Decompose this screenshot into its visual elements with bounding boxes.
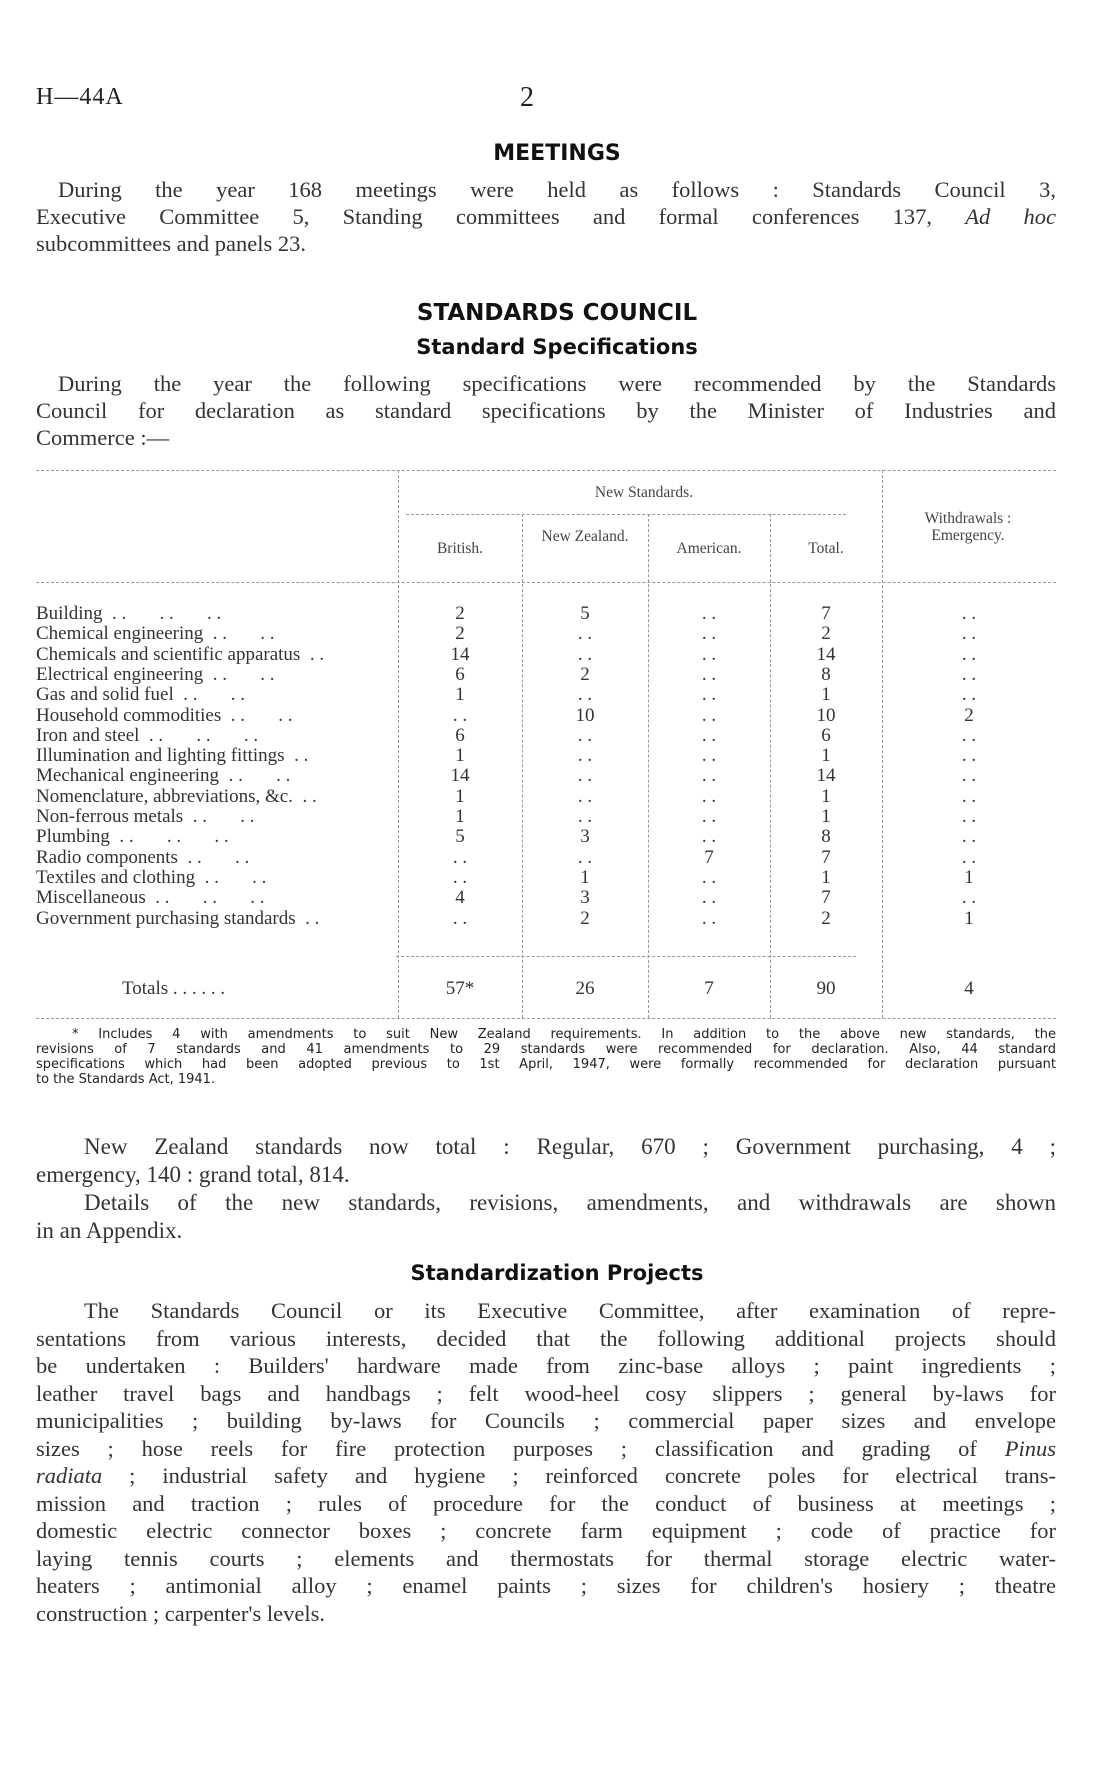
cell-american: . . — [701, 806, 717, 827]
totals-label: Totals . . . . . . — [122, 978, 226, 999]
footnote-line: specifications which had been adopted previous to 1st April, 1947, were formally recommended for declaration pursuant — [36, 1057, 1056, 1072]
cell-total: 1 — [821, 684, 831, 706]
cell-total: 1 — [821, 866, 831, 888]
cell-total: 1 — [821, 806, 831, 827]
meetings-paragraph — [36, 176, 1056, 257]
standards-table — [36, 470, 1056, 1030]
cell-new-zealand: . . — [577, 724, 593, 746]
footnote-line: revisions of 7 standards and 41 amendments to 29 standards were recommended for declaration. Also, 44 standard — [36, 1042, 1056, 1057]
nz-standards-total-paragraph — [36, 1133, 1056, 1189]
row-label: Government purchasing standards . . — [36, 907, 320, 929]
cell-total: 6 — [821, 724, 831, 746]
col-header-withdrawals: Withdrawals : Emergency. — [924, 510, 1012, 544]
cell-withdrawals: . . — [961, 765, 977, 787]
italic-latin-phrase: Ad hoc — [965, 204, 1057, 229]
cell-american: . . — [701, 623, 717, 645]
cell-total: 1 — [821, 785, 831, 807]
cell-new-zealand: 2 — [580, 907, 590, 929]
cell-american: . . — [701, 887, 717, 909]
nz-totals-line: New Zealand standards now total : Regular, 670 ; Government purchasing, 4 ; — [84, 1134, 1056, 1159]
cell-withdrawals: . . — [961, 887, 977, 909]
row-label: Textiles and clothing . . . . — [36, 866, 267, 888]
col-header-total: Total. — [808, 540, 844, 557]
details-line: Details of the new standards, revisions, amendments, and withdrawals are shown — [84, 1190, 1056, 1215]
page-number: 2 — [520, 82, 534, 113]
cell-withdrawals: 1 — [964, 866, 974, 888]
cell-new-zealand: . . — [577, 765, 593, 787]
cell-withdrawals: . . — [961, 745, 977, 767]
projects-paragraph — [36, 1297, 1056, 1627]
cell-american: . . — [701, 785, 717, 807]
cell-british: 14 — [450, 765, 470, 787]
meetings-line: During the year 168 meetings were held as follows : Standards Council 3, — [58, 177, 1056, 202]
leader-dots: . . . . . . — [114, 826, 229, 848]
cell-new-zealand: . . — [577, 745, 593, 767]
table-bottom-rule — [36, 1018, 1056, 1019]
cell-total: 8 — [821, 826, 831, 848]
cell-withdrawals: . . — [961, 785, 977, 807]
row-label: Radio components . . . . — [36, 846, 250, 868]
leader-dots: . . . . — [187, 806, 255, 827]
cell-british: . . — [452, 866, 468, 888]
table-top-rule — [36, 470, 1056, 471]
cell-british: 4 — [455, 887, 465, 909]
leader-dots: . . — [305, 643, 325, 665]
cell-american: 7 — [704, 846, 714, 868]
row-label: Building . . . . . . — [36, 603, 222, 624]
cell-total: 1 — [821, 745, 831, 767]
footnote-line: * Includes 4 with amendments to suit New Zealand requirements. In addition to the above new standards, the — [72, 1027, 1056, 1042]
row-label: Iron and steel . . . . . . — [36, 724, 259, 746]
specifications-line: Council for declaration as standard specifications by the Minister of Industries and — [36, 398, 1056, 423]
total-total: 90 — [816, 978, 836, 999]
standard-specifications-subheading: Standard Specifications — [416, 335, 698, 359]
meetings-line: Executive Committee 5, Standing committees and formal conferences 137, Ad hoc — [36, 204, 1057, 229]
cell-withdrawals: . . — [961, 663, 977, 685]
cell-withdrawals: . . — [961, 724, 977, 746]
cell-withdrawals: . . — [961, 826, 977, 848]
row-label: Plumbing . . . . . . — [36, 826, 229, 848]
projects-line: laying tennis courts ; elements and thermostats for thermal storage electric water- — [36, 1545, 1056, 1571]
leader-dots: . . . . — [199, 866, 267, 888]
projects-line: leather travel bags and handbags ; felt wood-heel cosy slippers ; general by-laws for — [36, 1380, 1056, 1406]
cell-british: 2 — [455, 603, 465, 624]
total-british: 57* — [445, 978, 475, 999]
standardization-projects-heading: Standardization Projects — [410, 1261, 704, 1285]
document-reference: H—44A — [36, 84, 124, 110]
cell-british: 1 — [455, 684, 465, 706]
column-rule — [522, 514, 523, 1018]
leader-dots: . . . . — [207, 663, 275, 685]
cell-british: 1 — [455, 785, 465, 807]
meetings-line: subcommittees and panels 23. — [36, 231, 306, 256]
cell-american: . . — [701, 765, 717, 787]
column-rule — [770, 514, 771, 1018]
row-label: Chemicals and scientific apparatus . . — [36, 643, 325, 665]
row-label: Illumination and lighting fittings . . — [36, 745, 309, 767]
cell-withdrawals: . . — [961, 684, 977, 706]
header-bottom-rule — [36, 582, 1056, 583]
cell-british: . . — [452, 846, 468, 868]
row-label: Electrical engineering . . . . — [36, 663, 275, 685]
cell-british: 5 — [455, 826, 465, 848]
total-american: 7 — [704, 978, 714, 999]
cell-new-zealand: 10 — [575, 704, 595, 726]
leader-dots: . . . . . . — [150, 887, 265, 909]
row-label: Mechanical engineering . . . . — [36, 765, 291, 787]
leader-dots: . . . . . . — [144, 724, 259, 746]
leader-dots: . . . . — [208, 623, 275, 645]
nz-totals-line: emergency, 140 : grand total, 814. — [36, 1162, 350, 1187]
cell-american: . . — [701, 663, 717, 685]
cell-american: . . — [701, 745, 717, 767]
cell-withdrawals: 2 — [964, 704, 974, 726]
cell-american: . . — [701, 684, 717, 706]
cell-total: 2 — [821, 623, 831, 645]
cell-withdrawals: . . — [961, 806, 977, 827]
column-rule — [882, 470, 883, 1018]
new-standards-header: New Standards. — [594, 484, 694, 501]
leader-dots: . . . . — [182, 846, 250, 868]
cell-new-zealand: . . — [577, 785, 593, 807]
projects-line: The Standards Council or its Executive Committee, after examination of repre- — [84, 1298, 1056, 1323]
row-label: Gas and solid fuel . . . . — [36, 684, 245, 706]
cell-american: . . — [701, 826, 717, 848]
cell-total: 14 — [816, 765, 836, 787]
cell-british: 6 — [455, 724, 465, 746]
cell-british: . . — [452, 907, 468, 929]
specifications-line: Commerce :— — [36, 425, 170, 450]
row-label: Chemical engineering . . . . — [36, 623, 275, 645]
cell-total: 2 — [821, 907, 831, 929]
cell-american: . . — [701, 643, 717, 665]
cell-new-zealand: . . — [577, 806, 593, 827]
cell-new-zealand: 5 — [580, 603, 590, 624]
col-header-new-zealand: New Zealand. — [541, 528, 629, 545]
total-withdrawals: 4 — [964, 978, 974, 999]
cell-british: 2 — [455, 623, 465, 645]
leader-dots: . . . . — [178, 684, 245, 706]
cell-total: 7 — [821, 846, 831, 868]
total-new-zealand: 26 — [575, 978, 595, 999]
cell-withdrawals: . . — [961, 603, 977, 624]
col-header-british: British. — [436, 540, 484, 557]
projects-line: municipalities ; building by-laws for Councils ; commercial paper sizes and envelope — [36, 1408, 1056, 1433]
leader-dots: . . — [289, 745, 309, 767]
cell-american: . . — [701, 603, 717, 624]
cell-new-zealand: 1 — [580, 866, 590, 888]
italic-species-name: radiata — [36, 1463, 103, 1488]
col-header-american: American. — [676, 540, 742, 557]
cell-american: . . — [701, 866, 717, 888]
cell-total: 7 — [821, 887, 831, 909]
projects-line: be undertaken : Builders' hardware made from zinc-base alloys ; paint ingredients ; — [36, 1353, 1056, 1378]
meetings-heading: MEETINGS — [493, 141, 621, 166]
cell-british: 1 — [455, 806, 465, 827]
totals-top-rule — [396, 956, 856, 957]
row-label: Nomenclature, abbreviations, &c. . . — [36, 785, 317, 807]
cell-withdrawals: . . — [961, 643, 977, 665]
leader-dots: . . . . — [225, 704, 293, 726]
cell-british: . . — [452, 704, 468, 726]
leader-dots: . . . . . . — [107, 603, 222, 624]
cell-american: . . — [701, 907, 717, 929]
cell-withdrawals: . . — [961, 846, 977, 868]
projects-line: construction ; carpenter's levels. — [36, 1600, 325, 1626]
group-header-rule — [406, 514, 846, 515]
specifications-paragraph — [36, 370, 1056, 451]
projects-line: sentations from various interests, decided that the following additional projects should — [36, 1325, 1056, 1351]
column-rule — [648, 514, 649, 1018]
table-footnote — [36, 1027, 1056, 1087]
footnote-line: to the Standards Act, 1941. — [36, 1072, 216, 1087]
cell-total: 8 — [821, 663, 831, 685]
cell-new-zealand: . . — [577, 643, 593, 665]
cell-new-zealand: . . — [577, 684, 593, 706]
cell-new-zealand: 3 — [580, 826, 590, 848]
projects-line: sizes ; hose reels for fire protection purposes ; classification and grading of Pinus — [36, 1435, 1056, 1461]
cell-withdrawals: . . — [961, 623, 977, 645]
leader-dots: . . — [297, 785, 317, 807]
details-line: in an Appendix. — [36, 1218, 183, 1243]
projects-line: radiata ; industrial safety and hygiene ; reinforced concrete poles for electrical trans- — [36, 1463, 1056, 1488]
standards-council-heading: STANDARDS COUNCIL — [416, 300, 698, 326]
cell-new-zealand: 2 — [580, 663, 590, 685]
cell-new-zealand: 3 — [580, 887, 590, 909]
cell-total: 7 — [821, 603, 831, 624]
cell-british: 1 — [455, 745, 465, 767]
row-label: Miscellaneous . . . . . . — [36, 887, 265, 909]
specifications-line: During the year the following specifications were recommended by the Standards — [58, 371, 1056, 396]
projects-line: heaters ; antimonial alloy ; enamel paints ; sizes for children's hosiery ; theatre — [36, 1573, 1056, 1598]
leader-dots: . . . . — [223, 765, 291, 787]
projects-line: mission and traction ; rules of procedure for the conduct of business at meetings ; — [36, 1490, 1056, 1516]
projects-line: domestic electric connector boxes ; concrete farm equipment ; code of practice for — [36, 1518, 1056, 1543]
cell-total: 10 — [816, 704, 836, 726]
cell-total: 14 — [816, 643, 836, 665]
cell-american: . . — [701, 724, 717, 746]
cell-withdrawals: 1 — [964, 907, 974, 929]
row-label: Household commodities . . . . — [36, 704, 293, 726]
details-paragraph — [36, 1189, 1056, 1245]
cell-new-zealand: . . — [577, 623, 593, 645]
cell-american: . . — [701, 704, 717, 726]
leader-dots: . . — [300, 907, 320, 929]
row-label: Non-ferrous metals . . . . — [36, 806, 255, 827]
italic-species-name: Pinus — [1004, 1435, 1056, 1461]
cell-british: 6 — [455, 663, 465, 685]
cell-british: 14 — [450, 643, 470, 665]
cell-new-zealand: . . — [577, 846, 593, 868]
